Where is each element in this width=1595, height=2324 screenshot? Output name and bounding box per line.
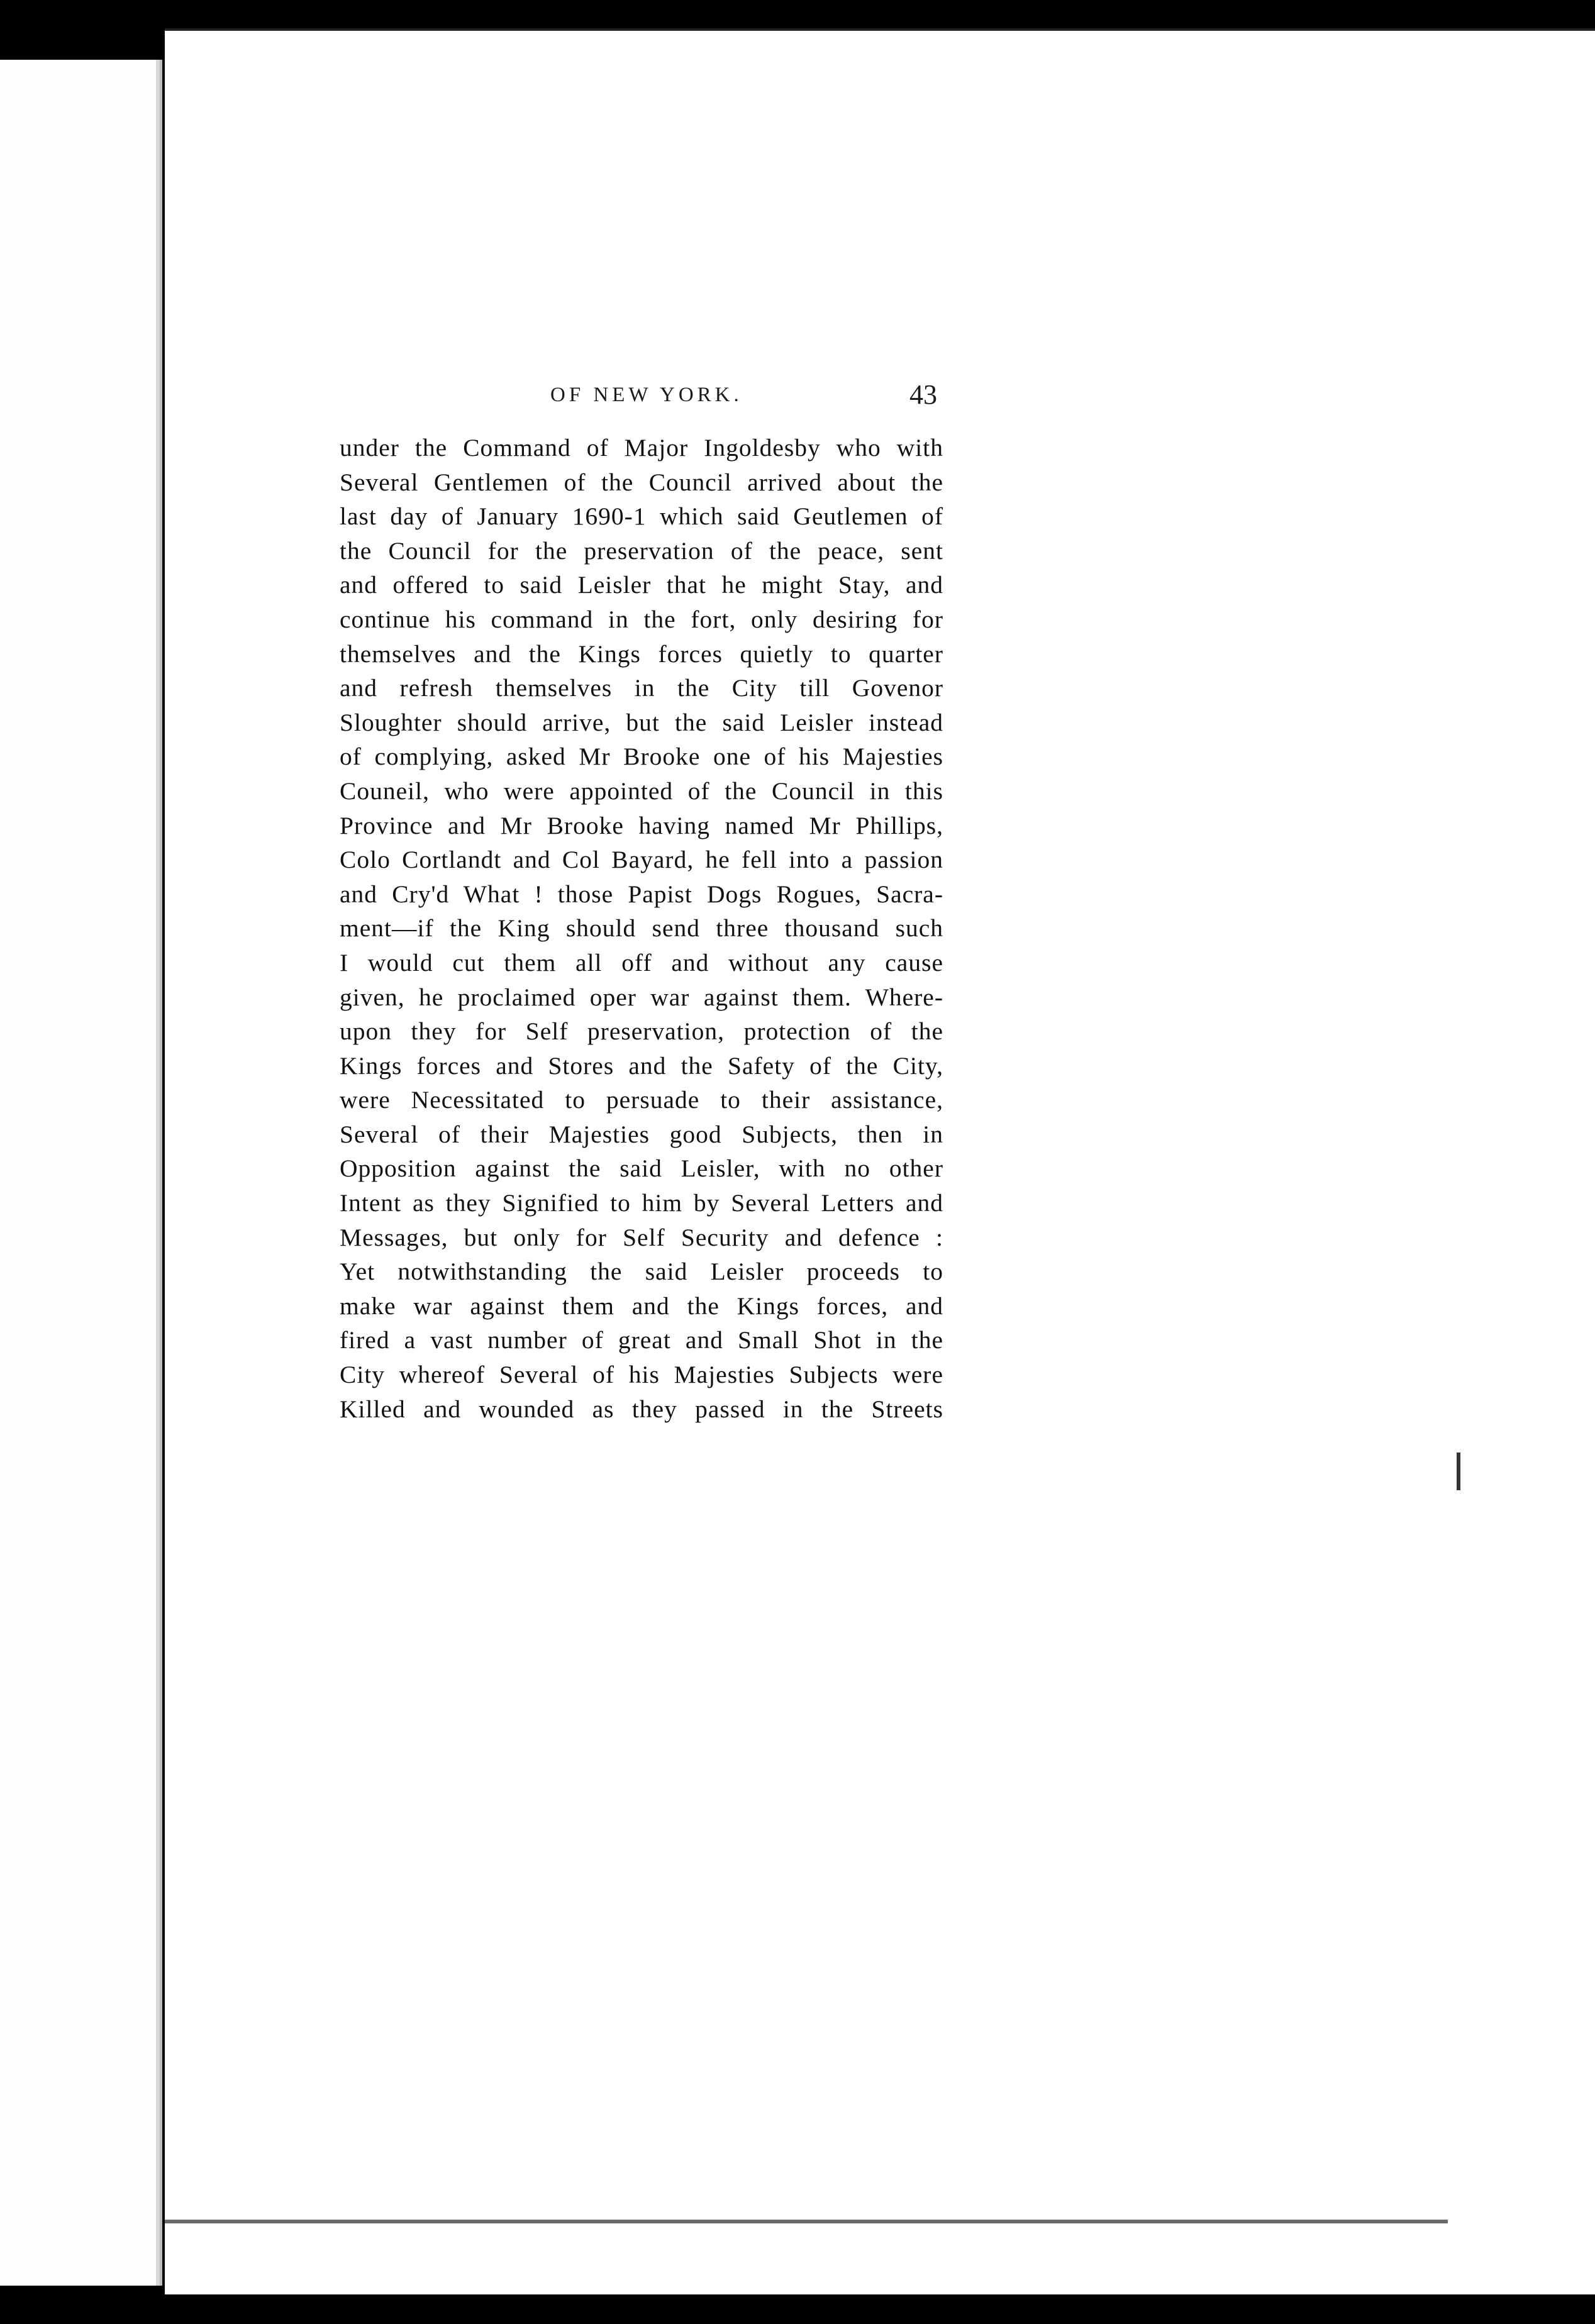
text-line: and Cry'd What ! those Papist Dogs Rogues, Sacra-	[340, 880, 943, 908]
text-line: Colo Cortlandt and Col Bayard, he fell into a passion	[340, 846, 943, 874]
text-line: Yet notwithstanding the said Leisler proceeds to	[340, 1258, 943, 1286]
text-line: upon they for Self preservation, protection of the	[340, 1017, 943, 1046]
text-line: themselves and the Kings forces quietly to quarter	[340, 639, 943, 668]
text-line: Several of their Majesties good Subjects, then in	[340, 1120, 943, 1148]
text-line: Killed and wounded as they passed in the Streets	[340, 1395, 943, 1423]
text-line: Intent as they Signified to him by Several Letters and	[340, 1189, 943, 1217]
text-line: under the Command of Major Ingoldesby who with	[340, 434, 943, 462]
page-header	[358, 379, 943, 421]
text-line: Messages, but only for Self Security and defence :	[340, 1223, 943, 1251]
text-line: Sloughter should arrive, but the said Leisler instead	[340, 708, 943, 736]
text-line: Province and Mr Brooke having named Mr Phillips,	[340, 811, 943, 839]
text-line: and offered to said Leisler that he might Stay, and	[340, 571, 943, 599]
facing-page-edge	[0, 60, 160, 2286]
text-line: Kings forces and Stores and the Safety of the City,	[340, 1051, 943, 1080]
text-line: ment—if the King should send three thousand such	[340, 914, 943, 943]
text-line: the Council for the preservation of the peace, sent	[340, 536, 943, 565]
text-line: City whereof Several of his Majesties Subjects were	[340, 1361, 943, 1389]
text-line: I would cut them all off and without any cause	[340, 948, 943, 977]
page-bottom-edge	[165, 2220, 1448, 2223]
page-edge-mark	[1457, 1452, 1460, 1490]
text-line: Couneil, who were appointed of the Council in this	[340, 777, 943, 805]
text-line: continue his command in the fort, only desiring for	[340, 605, 943, 633]
running-title: OF NEW YORK.	[550, 384, 743, 406]
text-line: Opposition against the said Leisler, with no other	[340, 1154, 943, 1183]
body-text	[340, 431, 943, 1426]
text-line: and refresh themselves in the City till Govenor	[340, 674, 943, 702]
page-number: 43	[909, 379, 937, 410]
text-line: Several Gentlemen of the Council arrived about the	[340, 468, 943, 496]
text-line: given, he proclaimed oper war against them. Where-	[340, 983, 943, 1011]
text-line: of complying, asked Mr Brooke one of his Majesties	[340, 743, 943, 771]
text-line: make war against them and the Kings forces, and	[340, 1292, 943, 1320]
text-line: last day of January 1690-1 which said Geutlemen of	[340, 502, 943, 531]
text-line: fired a vast number of great and Small Shot in the	[340, 1326, 943, 1354]
text-line: were Necessitated to persuade to their assistance,	[340, 1086, 943, 1114]
